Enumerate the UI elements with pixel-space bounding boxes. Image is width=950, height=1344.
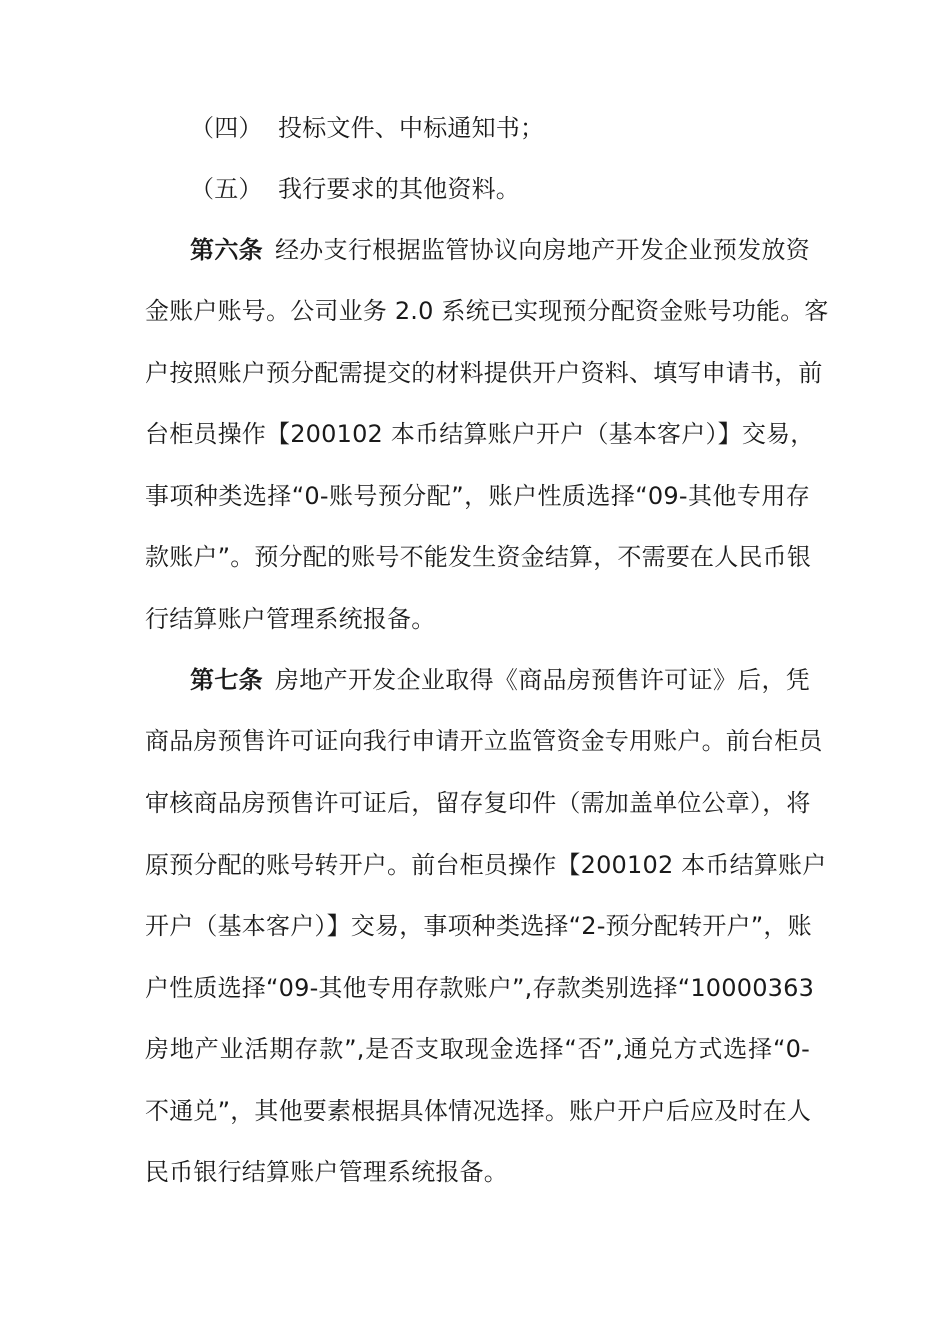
article-6-title: 第六条 bbox=[190, 236, 263, 264]
list-item-number: （五） bbox=[190, 175, 263, 203]
article-6-line: 户按照账户预分配需提交的材料提供开户资料、填写申请书，前 bbox=[145, 359, 823, 387]
article-6-line: 行结算账户管理系统报备。 bbox=[145, 605, 436, 633]
article-7-line: 开户（基本客户）】交易，事项种类选择“2-预分配转开户”，账 bbox=[145, 912, 812, 940]
article-7-line: 原预分配的账号转开户。前台柜员操作【200102 本币结算账户 bbox=[145, 851, 827, 879]
article-7-title: 第七条 bbox=[190, 666, 263, 694]
article-6-line: 事项种类选择“0-账号预分配”，账户性质选择“09-其他专用存 bbox=[145, 482, 810, 510]
article-7-line: 商品房预售许可证向我行申请开立监管资金专用账户。前台柜员 bbox=[145, 727, 823, 755]
article-7-line: 民币银行结算账户管理系统报备。 bbox=[145, 1158, 508, 1186]
list-item-number: （四） bbox=[190, 114, 263, 142]
list-item-text: 投标文件、中标通知书； bbox=[278, 114, 545, 142]
article-7-line: 房地产业活期存款”,是否支取现金选择“否”,通兑方式选择“0- bbox=[145, 1035, 810, 1063]
article-6-line bbox=[190, 234, 810, 266]
article-6-text: 经办支行根据监管协议向房地产开发企业预发放资 bbox=[274, 236, 810, 264]
list-item-text: 我行要求的其他资料。 bbox=[278, 175, 520, 203]
article-7-line bbox=[190, 664, 810, 696]
article-6-line: 金账户账号。公司业务 2.0 系统已实现预分配资金账号功能。客 bbox=[145, 297, 829, 325]
article-6-line: 款账户”。预分配的账号不能发生资金结算，不需要在人民币银 bbox=[145, 543, 812, 571]
article-7-line: 不通兑”，其他要素根据具体情况选择。账户开户后应及时在人 bbox=[145, 1097, 812, 1125]
list-item bbox=[190, 112, 810, 144]
article-7-text: 房地产开发企业取得《商品房预售许可证》后，凭 bbox=[274, 666, 810, 694]
article-7-line: 审核商品房预售许可证后，留存复印件（需加盖单位公章），将 bbox=[145, 789, 811, 817]
list-item bbox=[190, 173, 810, 205]
article-6-line: 台柜员操作【200102 本币结算账户开户（基本客户）】交易， bbox=[145, 420, 815, 448]
article-7-line: 户性质选择“09-其他专用存款账户”,存款类别选择“10000363 bbox=[145, 974, 815, 1002]
